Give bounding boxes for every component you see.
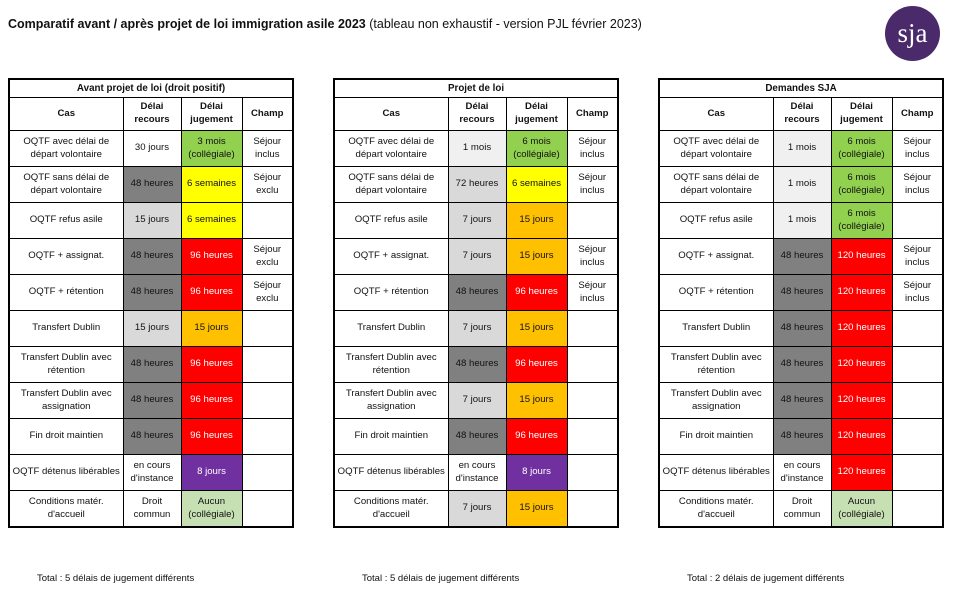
cell-cas: OQTF + rétention xyxy=(334,275,448,311)
cell-cas: Conditions matér. d'accueil xyxy=(659,491,773,528)
table-row xyxy=(9,455,293,491)
cell-recours: 48 heures xyxy=(773,347,831,383)
cell-recours: 7 jours xyxy=(448,203,506,239)
cell-cas: OQTF détenus libérables xyxy=(334,455,448,491)
cell-jugement: 6 semaines xyxy=(181,203,242,239)
table-row xyxy=(334,131,618,167)
cell-cas: Conditions matér. d'accueil xyxy=(9,491,123,528)
cell-jugement: 96 heures xyxy=(181,347,242,383)
column-header: Champ xyxy=(242,98,293,131)
cell-champ: Séjour inclus xyxy=(567,167,618,203)
cell-jugement: 15 jours xyxy=(506,239,567,275)
cell-jugement: 120 heures xyxy=(831,455,892,491)
table-row xyxy=(334,347,618,383)
cell-recours: 1 mois xyxy=(448,131,506,167)
column-header: Champ xyxy=(567,98,618,131)
cell-recours: 1 mois xyxy=(773,167,831,203)
table-row xyxy=(334,203,618,239)
table-row xyxy=(9,203,293,239)
cell-jugement: 8 jours xyxy=(506,455,567,491)
cell-champ xyxy=(567,455,618,491)
cell-recours: 48 heures xyxy=(448,275,506,311)
cell-recours: 1 mois xyxy=(773,131,831,167)
cell-recours: 48 heures xyxy=(448,419,506,455)
table-row xyxy=(334,383,618,419)
cell-champ xyxy=(567,347,618,383)
table-row xyxy=(334,419,618,455)
cell-cas: OQTF + rétention xyxy=(9,275,123,311)
cell-recours: 15 jours xyxy=(123,311,181,347)
cell-champ xyxy=(242,347,293,383)
cell-cas: OQTF refus asile xyxy=(659,203,773,239)
cell-jugement: 96 heures xyxy=(506,275,567,311)
cell-champ xyxy=(242,311,293,347)
cell-cas: OQTF + rétention xyxy=(659,275,773,311)
page-title: Comparatif avant / après projet de loi immigration asile 2023 (tableau non exhaustif - version PJL février 2023) xyxy=(8,17,642,31)
cell-jugement: 15 jours xyxy=(506,311,567,347)
cell-champ xyxy=(567,419,618,455)
cell-jugement: 15 jours xyxy=(181,311,242,347)
cell-cas: Transfert Dublin xyxy=(9,311,123,347)
cell-recours: 7 jours xyxy=(448,311,506,347)
cell-cas: Transfert Dublin avec assignation xyxy=(9,383,123,419)
cell-jugement: 96 heures xyxy=(181,383,242,419)
cell-recours: 48 heures xyxy=(448,347,506,383)
cell-recours: 48 heures xyxy=(123,167,181,203)
table-row xyxy=(9,311,293,347)
cell-recours: 48 heures xyxy=(773,311,831,347)
cell-champ xyxy=(242,491,293,528)
cell-champ: Séjour inclus xyxy=(892,239,943,275)
cell-jugement: 6 semaines xyxy=(506,167,567,203)
cell-cas: OQTF sans délai de départ volontaire xyxy=(334,167,448,203)
cell-jugement: 6 semaines xyxy=(181,167,242,203)
cell-recours: 30 jours xyxy=(123,131,181,167)
cell-champ: Séjour inclus xyxy=(892,275,943,311)
cell-champ xyxy=(242,203,293,239)
cell-champ: Séjour inclus xyxy=(567,131,618,167)
table-avant xyxy=(8,78,294,528)
table-row xyxy=(659,167,943,203)
table-row xyxy=(9,239,293,275)
cell-champ: Séjour inclus xyxy=(567,239,618,275)
cell-jugement: 6 mois (collégiale) xyxy=(831,131,892,167)
cell-cas: OQTF + assignat. xyxy=(334,239,448,275)
cell-jugement: 96 heures xyxy=(506,347,567,383)
cell-cas: Fin droit maintien xyxy=(334,419,448,455)
cell-champ: Séjour exclu xyxy=(242,167,293,203)
column-header: Champ xyxy=(892,98,943,131)
cell-champ xyxy=(892,455,943,491)
cell-jugement: 96 heures xyxy=(181,419,242,455)
cell-cas: Fin droit maintien xyxy=(9,419,123,455)
cell-recours: 48 heures xyxy=(773,383,831,419)
table-row xyxy=(334,455,618,491)
column-header: Délai recours xyxy=(773,98,831,131)
cell-jugement: 120 heures xyxy=(831,383,892,419)
cell-champ: Séjour exclu xyxy=(242,239,293,275)
cell-jugement: Aucun (collégiale) xyxy=(181,491,242,528)
cell-jugement: 96 heures xyxy=(181,275,242,311)
cell-recours: en cours d'instance xyxy=(773,455,831,491)
table-sja xyxy=(658,78,944,528)
cell-champ: Séjour exclu xyxy=(242,275,293,311)
table-projet xyxy=(333,78,619,528)
cell-jugement: 120 heures xyxy=(831,311,892,347)
cell-champ: Séjour inclus xyxy=(892,167,943,203)
cell-recours: 48 heures xyxy=(773,275,831,311)
cell-cas: Transfert Dublin avec assignation xyxy=(334,383,448,419)
table-row xyxy=(334,275,618,311)
cell-cas: OQTF sans délai de départ volontaire xyxy=(9,167,123,203)
cell-cas: Transfert Dublin avec rétention xyxy=(659,347,773,383)
cell-jugement: 96 heures xyxy=(506,419,567,455)
table-row xyxy=(334,491,618,528)
cell-cas: OQTF refus asile xyxy=(9,203,123,239)
table-row xyxy=(334,239,618,275)
table-row xyxy=(9,347,293,383)
cell-champ xyxy=(567,491,618,528)
cell-recours: 48 heures xyxy=(123,239,181,275)
column-header: Délai jugement xyxy=(831,98,892,131)
cell-jugement: 3 mois (collégiale) xyxy=(181,131,242,167)
table-row xyxy=(334,311,618,347)
cell-champ xyxy=(892,491,943,528)
cell-cas: OQTF détenus libérables xyxy=(659,455,773,491)
column-header: Cas xyxy=(9,98,123,131)
column-header: Cas xyxy=(659,98,773,131)
cell-recours: en cours d'instance xyxy=(123,455,181,491)
cell-champ xyxy=(892,419,943,455)
cell-jugement: 15 jours xyxy=(506,383,567,419)
table-row xyxy=(659,275,943,311)
cell-cas: OQTF + assignat. xyxy=(9,239,123,275)
table-row xyxy=(659,347,943,383)
cell-jugement: 6 mois (collégiale) xyxy=(831,167,892,203)
cell-cas: OQTF avec délai de départ volontaire xyxy=(9,131,123,167)
cell-recours: en cours d'instance xyxy=(448,455,506,491)
cell-recours: 7 jours xyxy=(448,239,506,275)
cell-recours: 7 jours xyxy=(448,383,506,419)
cell-cas: Transfert Dublin avec assignation xyxy=(659,383,773,419)
cell-cas: Fin droit maintien xyxy=(659,419,773,455)
column-header: Délai recours xyxy=(123,98,181,131)
cell-recours: 15 jours xyxy=(123,203,181,239)
cell-recours: 48 heures xyxy=(123,347,181,383)
table-row xyxy=(659,203,943,239)
cell-champ xyxy=(242,419,293,455)
cell-champ: Séjour inclus xyxy=(892,131,943,167)
cell-jugement: 120 heures xyxy=(831,419,892,455)
table-row xyxy=(334,167,618,203)
cell-recours: 48 heures xyxy=(773,419,831,455)
cell-champ xyxy=(242,383,293,419)
cell-jugement: 120 heures xyxy=(831,275,892,311)
total-projet: Total : 5 délais de jugement différents xyxy=(362,573,520,584)
table-row xyxy=(9,419,293,455)
table-row xyxy=(659,419,943,455)
column-header: Délai jugement xyxy=(181,98,242,131)
cell-recours: Droit commun xyxy=(773,491,831,528)
cell-champ xyxy=(892,311,943,347)
table-row xyxy=(659,383,943,419)
table-heading: Avant projet de loi (droit positif) xyxy=(9,79,293,98)
table-heading: Projet de loi xyxy=(334,79,618,98)
cell-cas: Transfert Dublin xyxy=(334,311,448,347)
cell-champ xyxy=(242,455,293,491)
cell-jugement: Aucun (collégiale) xyxy=(831,491,892,528)
table-row xyxy=(659,131,943,167)
table-row xyxy=(9,491,293,528)
table-row xyxy=(659,455,943,491)
table-row xyxy=(9,383,293,419)
cell-recours: 48 heures xyxy=(123,383,181,419)
cell-cas: OQTF avec délai de départ volontaire xyxy=(659,131,773,167)
table-heading: Demandes SJA xyxy=(659,79,943,98)
cell-champ xyxy=(892,203,943,239)
cell-jugement: 15 jours xyxy=(506,491,567,528)
cell-champ xyxy=(567,311,618,347)
cell-champ xyxy=(892,383,943,419)
table-row xyxy=(659,491,943,528)
cell-champ xyxy=(567,203,618,239)
cell-cas: Transfert Dublin xyxy=(659,311,773,347)
cell-jugement: 15 jours xyxy=(506,203,567,239)
sja-logo: sja xyxy=(885,6,940,61)
cell-recours: Droit commun xyxy=(123,491,181,528)
cell-jugement: 120 heures xyxy=(831,239,892,275)
total-sja: Total : 2 délais de jugement différents xyxy=(687,573,845,584)
cell-jugement: 8 jours xyxy=(181,455,242,491)
cell-champ xyxy=(567,383,618,419)
cell-recours: 48 heures xyxy=(123,419,181,455)
cell-cas: OQTF refus asile xyxy=(334,203,448,239)
table-row xyxy=(9,131,293,167)
cell-cas: OQTF sans délai de départ volontaire xyxy=(659,167,773,203)
cell-jugement: 120 heures xyxy=(831,347,892,383)
table-row xyxy=(9,167,293,203)
cell-champ xyxy=(892,347,943,383)
cell-champ: Séjour inclus xyxy=(567,275,618,311)
cell-cas: OQTF détenus libérables xyxy=(9,455,123,491)
total-avant: Total : 5 délais de jugement différents xyxy=(37,573,195,584)
cell-jugement: 6 mois (collégiale) xyxy=(831,203,892,239)
column-header: Cas xyxy=(334,98,448,131)
cell-cas: OQTF avec délai de départ volontaire xyxy=(334,131,448,167)
cell-cas: Conditions matér. d'accueil xyxy=(334,491,448,528)
table-row xyxy=(659,239,943,275)
column-header: Délai recours xyxy=(448,98,506,131)
column-header: Délai jugement xyxy=(506,98,567,131)
cell-jugement: 6 mois (collégiale) xyxy=(506,131,567,167)
cell-recours: 1 mois xyxy=(773,203,831,239)
table-row xyxy=(9,275,293,311)
cell-cas: Transfert Dublin avec rétention xyxy=(9,347,123,383)
cell-champ: Séjour inclus xyxy=(242,131,293,167)
cell-recours: 48 heures xyxy=(773,239,831,275)
cell-recours: 7 jours xyxy=(448,491,506,528)
cell-cas: OQTF + assignat. xyxy=(659,239,773,275)
cell-jugement: 96 heures xyxy=(181,239,242,275)
table-row xyxy=(659,311,943,347)
cell-recours: 48 heures xyxy=(123,275,181,311)
cell-cas: Transfert Dublin avec rétention xyxy=(334,347,448,383)
cell-recours: 72 heures xyxy=(448,167,506,203)
